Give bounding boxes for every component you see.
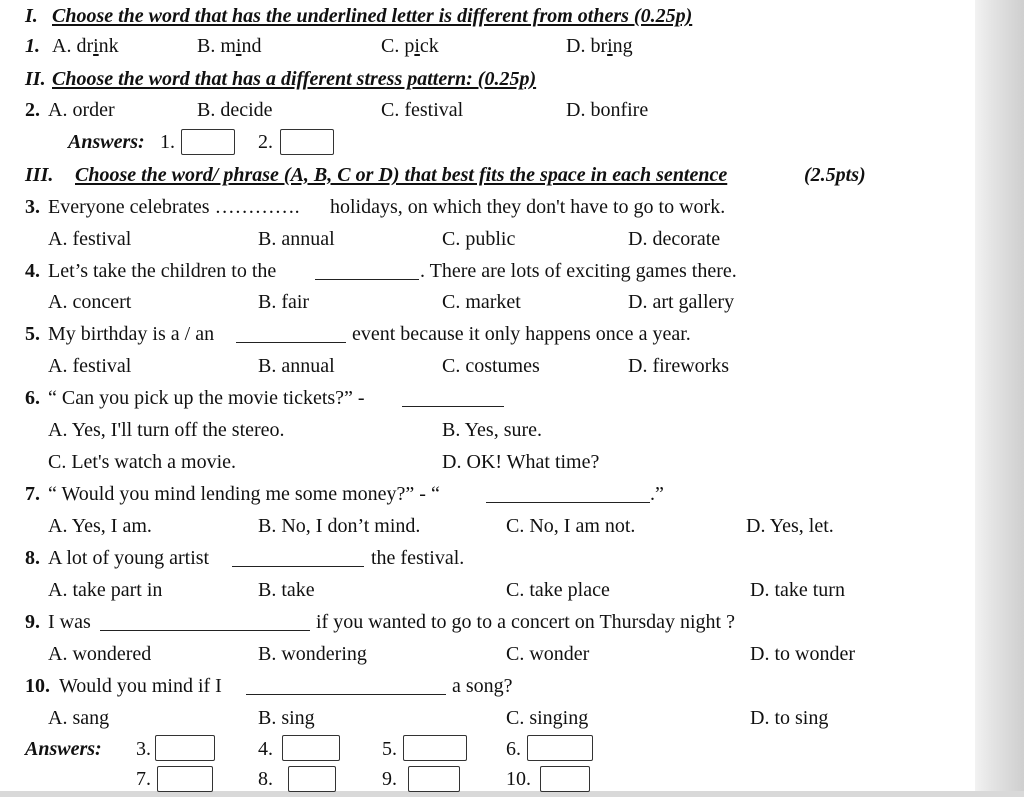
question-1-option-d: D. bring [566, 35, 633, 57]
answers-label-2: Answers: [25, 738, 102, 760]
question-5-option-d: D. fireworks [628, 355, 730, 377]
section-3-points: (2.5pts) [804, 164, 866, 186]
question-4-options [0, 288, 975, 320]
question-7-text-after: .” [650, 483, 664, 505]
question-2-option-a: A. order [48, 99, 115, 121]
question-6-number: 6. [25, 387, 40, 409]
section-1-roman: I. [25, 5, 38, 27]
question-10-option-a: A. sang [48, 707, 110, 729]
answers-row-1-2 [0, 128, 975, 160]
question-7-option-d: D. Yes, let. [746, 515, 834, 537]
question-10-text-after: a song? [452, 675, 513, 697]
question-9-option-b: B. wondering [258, 643, 367, 665]
question-4-option-b: B. fair [258, 291, 310, 313]
question-6-options-row-1 [0, 416, 975, 448]
question-2-option-d: D. bonfire [566, 99, 649, 121]
question-1-option-b: B. mind [197, 35, 262, 57]
question-8-option-a: A. take part in [48, 579, 163, 601]
question-10-options [0, 704, 975, 736]
question-5-option-c: C. costumes [442, 355, 540, 377]
question-9-number: 9. [25, 611, 40, 633]
question-10-blank[interactable] [246, 674, 446, 695]
question-2 [0, 96, 975, 128]
question-10-option-b: B. sing [258, 707, 315, 729]
question-6-option-a: A. Yes, I'll turn off the stereo. [48, 419, 285, 441]
question-6-option-c: C. Let's watch a movie. [48, 451, 236, 473]
question-9-option-c: C. wonder [506, 643, 590, 665]
question-7-options [0, 512, 975, 544]
question-2-number: 2. [25, 99, 40, 121]
question-6-text-before: “ Can you pick up the movie tickets?” - [48, 387, 365, 409]
question-9-options [0, 640, 975, 672]
question-3-option-c: C. public [442, 228, 516, 250]
question-9-option-a: A. wondered [48, 643, 152, 665]
answer-box-9[interactable] [408, 766, 460, 792]
section-1-title: Choose the word that has the underlined letter is different from others (0.25p) [52, 5, 693, 27]
section-2-title: Choose the word that has a different stress pattern: (0.25p) [52, 68, 537, 90]
question-7-option-c: C. No, I am not. [506, 515, 636, 537]
answer-box-5[interactable] [403, 735, 467, 761]
question-5-options [0, 352, 975, 384]
question-8-text-after: the festival. [371, 547, 465, 569]
section-2-heading [0, 65, 975, 97]
answer-label-3: 3. [136, 738, 151, 760]
answer-label-4: 4. [258, 738, 273, 760]
page-edge-shadow [975, 0, 1024, 791]
section-1-heading [0, 2, 975, 34]
section-3-roman: III. [25, 164, 54, 186]
answer-box-6[interactable] [527, 735, 593, 761]
question-5-option-b: B. annual [258, 355, 335, 377]
answers-label: Answers: [68, 131, 145, 153]
question-5-blank[interactable] [236, 322, 346, 343]
question-7-text-before: “ Would you mind lending me some money?” - “ [48, 483, 440, 505]
question-9-option-d: D. to wonder [750, 643, 855, 665]
question-3 [0, 193, 975, 225]
question-8-option-d: D. take turn [750, 579, 845, 601]
question-4-blank[interactable] [315, 259, 419, 280]
question-7-number: 7. [25, 483, 40, 505]
answer-box-7[interactable] [157, 766, 213, 792]
answer-box-1[interactable] [181, 129, 235, 155]
question-8-text-before: A lot of young artist [48, 547, 210, 569]
question-1-option-c: C. pick [381, 35, 439, 57]
question-10-number: 10. [25, 675, 50, 697]
answer-box-4[interactable] [282, 735, 340, 761]
question-4-option-a: A. concert [48, 291, 132, 313]
question-4-text-after: . There are lots of exciting games there. [420, 260, 737, 282]
question-4-option-d: D. art gallery [628, 291, 735, 313]
question-7-blank[interactable] [486, 482, 650, 503]
question-6-options-row-2 [0, 448, 975, 480]
question-5 [0, 320, 975, 352]
question-5-text-before: My birthday is a / an [48, 323, 215, 345]
question-9-text-after: if you wanted to go to a concert on Thursday night ? [316, 611, 735, 633]
question-4-text-before: Let’s take the children to the [48, 260, 277, 282]
question-6-option-d: D. OK! What time? [442, 451, 600, 473]
answer-box-2[interactable] [280, 129, 334, 155]
question-3-number: 3. [25, 196, 40, 218]
answers-row-3-6 [0, 735, 975, 767]
answer-label-6: 6. [506, 738, 521, 760]
section-3-heading [0, 161, 975, 193]
answer-box-3[interactable] [155, 735, 215, 761]
question-5-number: 5. [25, 323, 40, 345]
question-9 [0, 608, 975, 640]
question-7 [0, 480, 975, 512]
question-9-blank[interactable] [100, 610, 310, 631]
question-3-option-a: A. festival [48, 228, 132, 250]
question-7-option-a: A. Yes, I am. [48, 515, 152, 537]
question-3-option-b: B. annual [258, 228, 335, 250]
question-10-option-c: C. singing [506, 707, 589, 729]
answer-label-8: 8. [258, 768, 273, 790]
question-8-blank[interactable] [232, 546, 364, 567]
question-8-option-b: B. take [258, 579, 315, 601]
question-10 [0, 672, 975, 704]
answer-label-2: 2. [258, 131, 273, 153]
section-3-title: Choose the word/ phrase (A, B, C or D) that best fits the space in each sentence [75, 164, 728, 186]
question-3-option-d: D. decorate [628, 228, 721, 250]
section-2-roman: II. [25, 68, 46, 90]
question-10-text-before: Would you mind if I [59, 675, 222, 697]
question-5-option-a: A. festival [48, 355, 132, 377]
question-6-blank[interactable] [402, 386, 504, 407]
question-1-number: 1. [25, 35, 40, 57]
question-1 [0, 32, 975, 64]
question-4 [0, 257, 975, 289]
question-2-option-b: B. decide [197, 99, 273, 121]
question-5-text-after: event because it only happens once a year. [352, 323, 691, 345]
answer-box-8[interactable] [288, 766, 336, 792]
answer-label-9: 9. [382, 768, 397, 790]
question-3-text-before: Everyone celebrates …………. [48, 196, 300, 218]
question-9-text-before: I was [48, 611, 91, 633]
question-8-options [0, 576, 975, 608]
question-8-option-c: C. take place [506, 579, 610, 601]
question-6 [0, 384, 975, 416]
question-2-option-c: C. festival [381, 99, 464, 121]
question-3-text-after: holidays, on which they don't have to go to work. [330, 196, 726, 218]
question-10-option-d: D. to sing [750, 707, 829, 729]
question-1-option-a: A. drink [52, 35, 119, 57]
question-4-option-c: C. market [442, 291, 521, 313]
answer-label-1: 1. [160, 131, 175, 153]
question-8-number: 8. [25, 547, 40, 569]
question-3-options [0, 225, 975, 257]
answers-row-7-10 [0, 765, 975, 797]
answer-label-10: 10. [506, 768, 531, 790]
question-8 [0, 544, 975, 576]
question-4-number: 4. [25, 260, 40, 282]
question-7-option-b: B. No, I don’t mind. [258, 515, 421, 537]
question-6-option-b: B. Yes, sure. [442, 419, 543, 441]
answer-label-5: 5. [382, 738, 397, 760]
answer-box-10[interactable] [540, 766, 590, 792]
answer-label-7: 7. [136, 768, 151, 790]
